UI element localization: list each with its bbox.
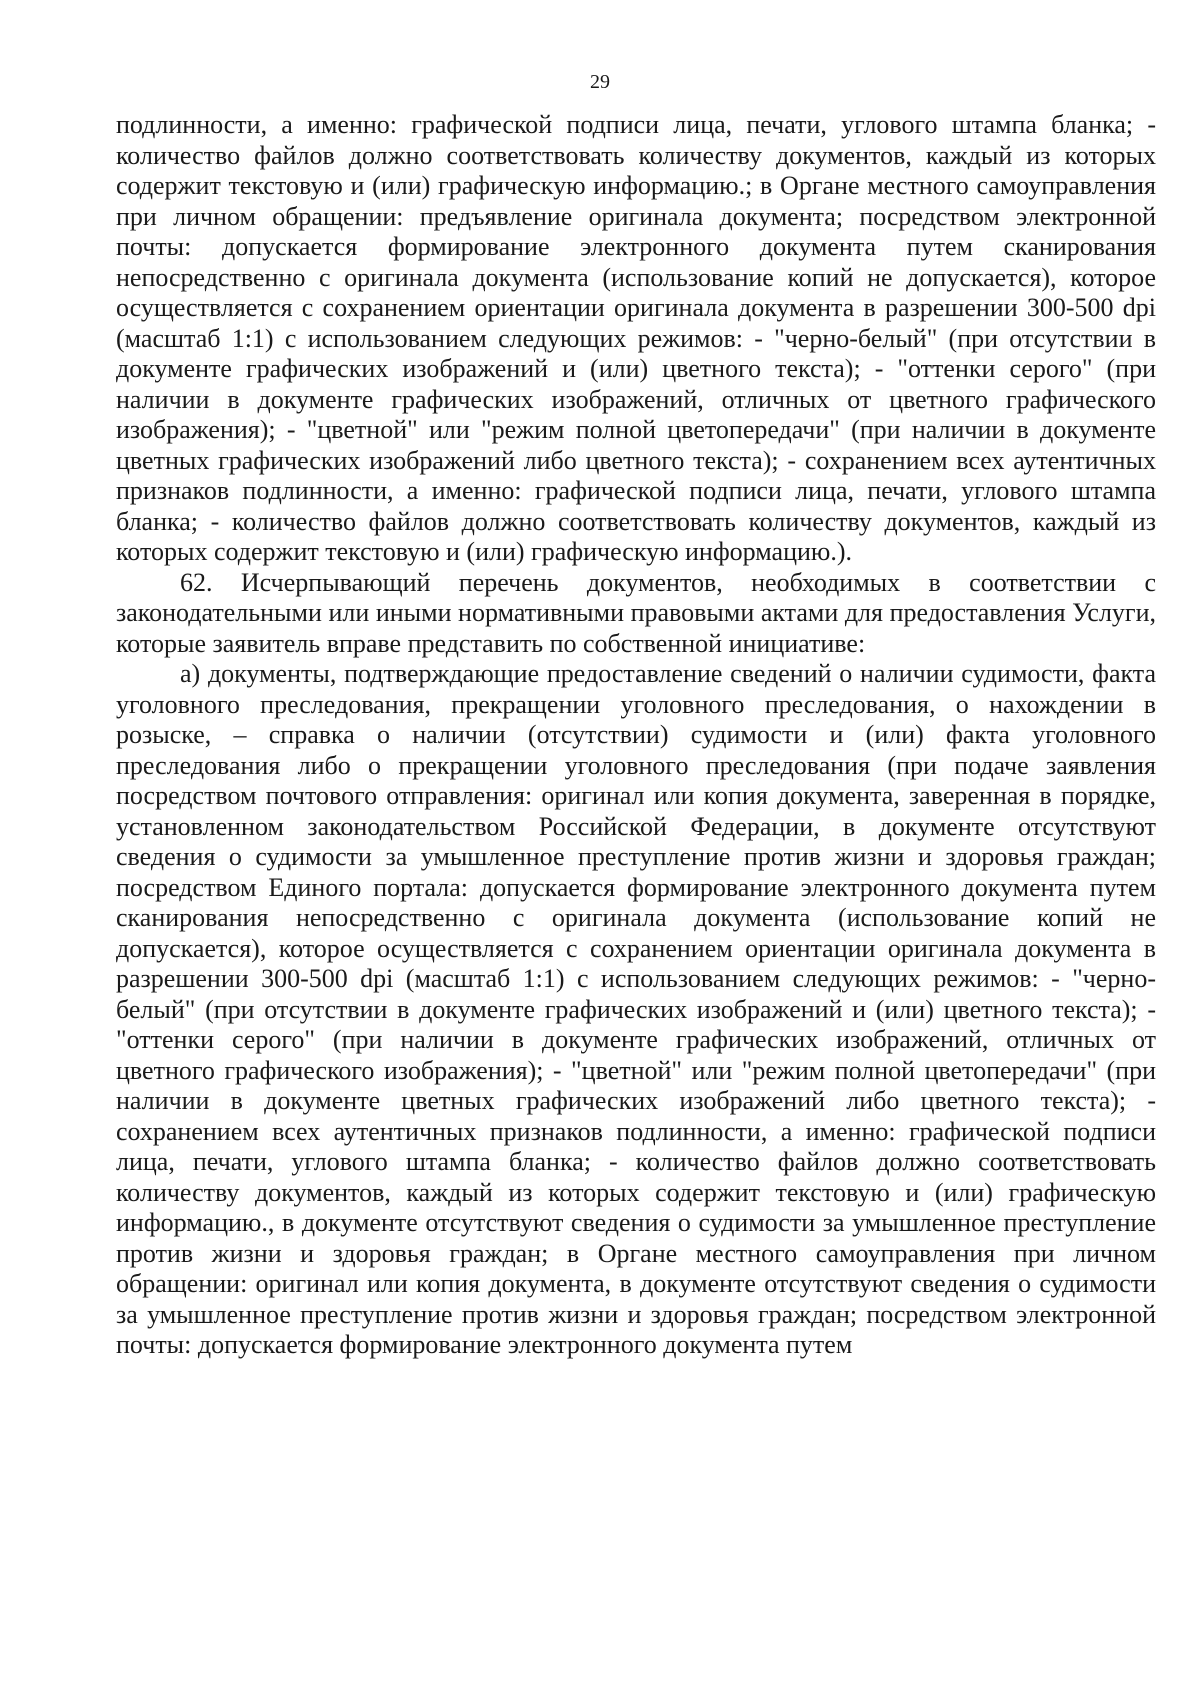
page-number: 29 <box>590 71 610 93</box>
paragraph-item-62: 62. Исчерпывающий перечень документов, необходимых в соответствии с законодательными или иными нормативными правовыми актами для предоставления Услуги, которые заявитель вправе представить по собственной инициативе: <box>116 567 1156 658</box>
document-body <box>116 110 1156 1361</box>
paragraph-continuation: подлинности, а именно: графической подписи лица, печати, углового штампа бланка; - количество файлов должно соответствовать количеству документов, каждый из которых содержит текстовую и (или) графическую информацию.; в Органе местного самоуправления при личном обращении: предъявление оригинала документа; посредством электронной почты: допускается формирование электронного документа путем сканирования непосредственно с оригинала документа (использование копий не допускается), которое осуществляется с сохранением ориентации оригинала документа в разрешении 300-500 dpi (масштаб 1:1) с использованием следующих режимов: - "черно-белый" (при отсутствии в документе графических изображений и (или) цветного текста); - "оттенки серого" (при наличии в документе графических изображений, отличных от цветного графического изображения); - "цветной" или "режим полной цветопередачи" (при наличии в документе цветных графических изображений либо цветного текста); - сохранением всех аутентичных признаков подлинности, а именно: графической подписи лица, печати, углового штампа бланка; - количество файлов должно соответствовать количеству документов, каждый из которых содержит текстовую и (или) графическую информацию.). <box>116 110 1156 566</box>
paragraph-subitem-a: а) документы, подтверждающие предоставление сведений о наличии судимости, факта уголовного преследования, прекращении уголовного преследования, о нахождении в розыске, – справка о наличии (отсутствии) судимости и (или) факта уголовного преследования либо о прекращении уголовного преследования (при подаче заявления посредством почтового отправления: оригинал или копия документа, заверенная в порядке, установленном законодательством Российской Федерации, в документе отсутствуют сведения о судимости за умышленное преступление против жизни и здоровья граждан; посредством Единого портала: допускается формирование электронного документа путем сканирования непосредственно с оригинала документа (использование копий не допускается), которое осуществляется с сохранением ориентации оригинала документа в разрешении 300-500 dpi (масштаб 1:1) с использованием следующих режимов: - "черно-белый" (при отсутствии в документе графических изображений и (или) цветного текста); - "оттенки серого" (при наличии в документе графических изображений, отличных от цветного графического изображения); - "цветной" или "режим полной цветопередачи" (при наличии в документе цветных графических изображений либо цветного текста); - сохранением всех аутентичных признаков подлинности, а именно: графической подписи лица, печати, углового штампа бланка; - количество файлов должно соответствовать количеству документов, каждый из которых содержит текстовую и (или) графическую информацию., в документе отсутствуют сведения о судимости за умышленное преступление против жизни и здоровья граждан; в Органе местного самоуправления при личном обращении: оригинал или копия документа, в документе отсутствуют сведения о судимости за умышленное преступление против жизни и здоровья граждан; посредством электронной почты: допускается формирование электронного документа путем <box>116 659 1156 1359</box>
